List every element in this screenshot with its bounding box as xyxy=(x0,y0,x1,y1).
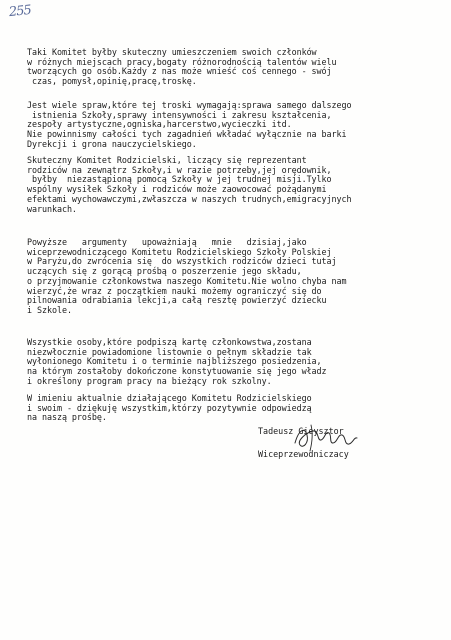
signature-block xyxy=(255,425,435,473)
paragraph-thanks: W imieniu aktualnie działającego Komitetu Rodzicielskiego i swoim - dziękuję wszystkim,którzy pozytywnie odpowiedzą na naszą prośbę. xyxy=(27,393,312,423)
paragraph-membership-notice: Wszystkie osoby,które podpiszą kartę członkowstwa,zostana niezwłocznie powiadomione listownie o pełnym składzie tak wyłonionego Komitetu i o terminie najbliższego posiedzenia, na którym zostałoby dokończone konstytuowanie się jego władz i określony program pracy na bieżący rok szkolny. xyxy=(27,337,327,386)
paragraph-committee-strength: Taki Komitet byłby skuteczny umieszczeniem swoich członków w różnych miejscach pracy,bogaty różnorodnością talentów wielu tworzących go osób.Każdy z nas może wnieść coś cennego - swój czas, pomysł,opinię,pracę,troskę. xyxy=(27,47,337,87)
paragraph-matters-needing-care: Jest wiele spraw,które tej troski wymagają:sprawa samego dalszego istnienia Szkoły,sprawy intensywności i zakresu kształcenia, zespoły artystyczne,ogniska,harcerstwo,wycieczki itd. Nie powinnismy całości tych zagadnień wkładać wyłącznie na barki Dyrekcji i grona nauczycielskiego. xyxy=(27,100,352,149)
handwritten-page-number: 255 xyxy=(8,2,32,21)
paragraph-appeal-to-parents: Powyższe argumenty upoważniają mnie dzisiaj,jako wiceprzewodniczącego Komitetu Rodzicielskiego Szkoły Polskiej w Paryżu,do zwrócenia się do wszystkich rodziców dzieci tutaj uczących się z gorącą prośbą o poszerzenie jego składu, o przyjmowanie członkowstwa naszego Komitetu.Nie wolno chyba nam wierzyć,że wraz z początkiem nauki możemy ograniczyć się do pilnowania odrabiania lekcji,a całą resztę powierzyć dziecku i Szkole. xyxy=(27,237,347,315)
signatory-title: Wiceprzewodniczacy xyxy=(258,449,349,459)
signatory-name: Tadeusz Gieysztor xyxy=(258,426,344,436)
paragraph-effective-committee: Skuteczny Komitet Rodzicielski, liczący się reprezentant rodziców na zewnątrz Szkoły,i w razie potrzeby,jej orędownik, byłby niezastąpioną pomocą Szkoły w jej trudnej misji.Tylko wspólny wysiłek Szkoły i rodziców może zaowocować pożądanymi efektami wychowawczymi,zwłaszcza w naszych trudnych,emigracyjnych warunkach. xyxy=(27,155,352,214)
